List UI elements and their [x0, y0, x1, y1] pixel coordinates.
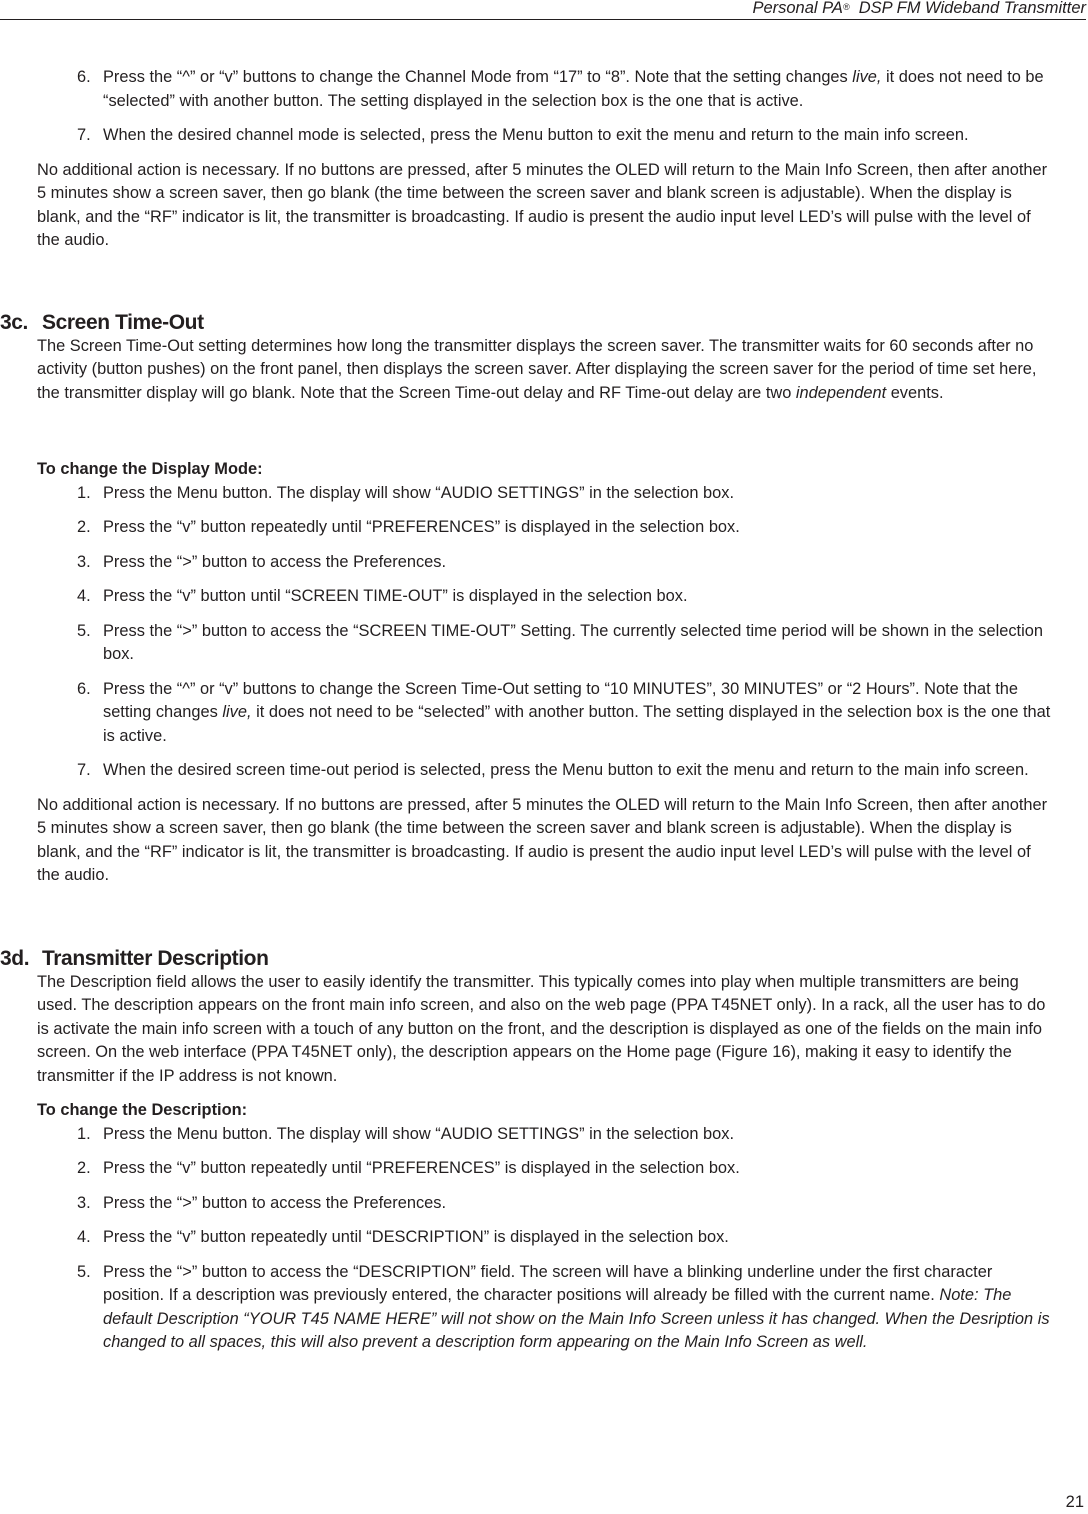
intro-emphasis: independent [795, 383, 887, 402]
list-item [0, 1226, 1088, 1250]
list-item [0, 678, 1088, 749]
list-item-text: Press the “v” button repeatedly until “PREFERENCES” is displayed in the selection box. [103, 1159, 740, 1177]
section-intro: The Description field allows the user to easily identify the transmitter. This typically comes into play when multiple transmitters are being used. The description appears on the front main info screen, and also on the web page (PPA T45NET only). In a rack, all the user has to do is activate the main info screen with a touch of any button on the front, and the description is displayed as one of the fields on the main info screen. On the web interface (PPA T45NET only), the description appears on the Home page (Figure 16), making it easy to identify the transmitter if the IP address is not known. [37, 972, 1046, 1085]
description-steps [0, 1123, 1088, 1355]
section-title: Screen Time-Out [42, 310, 204, 334]
list-item-number: 1. [77, 1124, 91, 1143]
list-item [0, 551, 1088, 575]
closing-paragraph: No additional action is necessary. If no buttons are pressed, after 5 minutes the OLED will return to the Main Info Screen, then after another 5 minutes show a screen saver, then go blank (the time between the screen saver and blank screen is adjustable). When the display is blank, and the “RF” indicator is lit, the transmitter is broadcasting. If audio is present the audio input level LED’s will pulse with the level of the audio. [37, 795, 1048, 884]
list-item [0, 482, 1088, 506]
registered-mark: ® [842, 2, 850, 12]
list-item-number: 4. [77, 1228, 91, 1246]
list-item-text: it does not need to be “selected” with another button. The setting displayed in the selection box is the one that is active. [103, 703, 1051, 745]
section-number: 3c. [0, 310, 28, 334]
list-item-text: Press the “^” or “v” buttons to change the Channel Mode from “17” to “8”. Note that the setting changes [103, 68, 853, 86]
list-item [0, 585, 1088, 609]
list-item-number: 2. [77, 1159, 91, 1177]
list-item [0, 124, 1088, 148]
list-item-number: 7. [77, 761, 91, 779]
list-item-text: When the desired channel mode is selected, press the Menu button to exit the menu and return to the main info screen. [103, 126, 969, 144]
list-item-note: Note: The default Description “YOUR T45 NAME HERE” will not show on the Main Info Screen unless it has changed. When the Desription is changed to all spaces, this will also prevent a description form appearing on the Main Info Screen as well. [103, 1286, 1050, 1351]
list-item-emphasis: live, [222, 703, 252, 721]
list-item-text: Press the Menu button. The display will show “AUDIO SETTINGS” in the selection box. [103, 483, 734, 502]
list-item-text: Press the “>” button to access the Preferences. [103, 552, 447, 571]
list-item [0, 759, 1088, 783]
list-item [0, 1192, 1088, 1216]
list-item-emphasis: live, [852, 68, 882, 86]
list-item-text: Press the Menu button. The display will show “AUDIO SETTINGS” in the selection box. [103, 1124, 734, 1143]
list-item-text: Press the “v” button repeatedly until “DESCRIPTION” is displayed in the selection box. [103, 1228, 729, 1246]
intro-text: The Screen Time-Out setting determines how long the transmitter displays the screen saver. The transmitter waits for 60 seconds after no activity (button pushes) on the front panel, then displays the screen saver. After displaying the screen saver for the period of time set here, the transmitter display will go blank. Note that the Screen Time-out delay and RF Time-out delay are two [37, 336, 1037, 402]
list-item-text: Press the “v” button repeatedly until “PREFERENCES” is displayed in the selection box. [103, 518, 740, 536]
list-item-number: 6. [77, 68, 91, 86]
list-item-number: 2. [77, 518, 91, 536]
page-number: 21 [1065, 1493, 1084, 1511]
list-item-text: it does not need to be “selected” with another button. The setting displayed in the selection box is the one that is active. [103, 68, 1044, 110]
list-item-text: Press the “>” button to access the “SCREEN TIME-OUT” Setting. The currently selected time period will be shown in the selection box. [103, 621, 1043, 663]
list-item-number: 5. [77, 1262, 91, 1281]
list-item-text: When the desired screen time-out period is selected, press the Menu button to exit the menu and return to the main info screen. [103, 761, 1029, 779]
header-title-product: Personal PA [752, 0, 843, 17]
list-item-number: 3. [77, 1193, 91, 1212]
list-item-number: 3. [77, 552, 91, 571]
channel-mode-steps-continued [0, 66, 1088, 148]
header-title-subtitle: DSP FM Wideband Transmitter [858, 0, 1086, 17]
section-title: Transmitter Description [42, 946, 269, 970]
list-item-text: Press the “>” button to access the “DESCRIPTION” field. The screen will have a blinking underline under the first character position. If a description was previously entered, the character positions will already be filled with the current name. [103, 1262, 993, 1304]
list-item [0, 620, 1088, 667]
list-item-number: 6. [77, 679, 91, 698]
page-content [0, 66, 1088, 1355]
screen-timeout-steps [0, 482, 1088, 783]
list-item [0, 1157, 1088, 1181]
section-intro [0, 335, 1088, 406]
closing-paragraph: No additional action is necessary. If no buttons are pressed, after 5 minutes the OLED will return to the Main Info Screen, then after another 5 minutes show a screen saver, then go blank (the time between the screen saver and blank screen is adjustable). When the display is blank, and the “RF” indicator is lit, the transmitter is broadcasting. If audio is present the audio input level LED’s will pulse with the level of the audio. [37, 160, 1048, 249]
subheading-description: To change the Description: [37, 1101, 248, 1119]
section-heading-3c [0, 311, 1088, 335]
section-heading-3d [0, 947, 1088, 971]
page-header [0, 0, 1086, 20]
list-item-text: Press the “>” button to access the Preferences. [103, 1193, 447, 1212]
intro-text-end: events. [886, 383, 944, 402]
list-item-number: 1. [77, 483, 91, 502]
subheading-display-mode: To change the Display Mode: [37, 460, 263, 478]
list-item-text: Press the “^” or “v” buttons to change the Screen Time-Out setting to “10 MINUTES”, 30 MINUTES” or “2 Hours”. Note that the setting changes [103, 679, 1018, 721]
list-item [0, 66, 1088, 113]
list-item [0, 1261, 1088, 1355]
section-number: 3d. [0, 946, 30, 970]
list-item-text: Press the “v” button until “SCREEN TIME-OUT” is displayed in the selection box. [103, 587, 688, 605]
list-item-number: 7. [77, 126, 91, 144]
list-item-number: 5. [77, 621, 91, 640]
list-item-number: 4. [77, 587, 91, 605]
list-item [0, 516, 1088, 540]
list-item [0, 1123, 1088, 1147]
